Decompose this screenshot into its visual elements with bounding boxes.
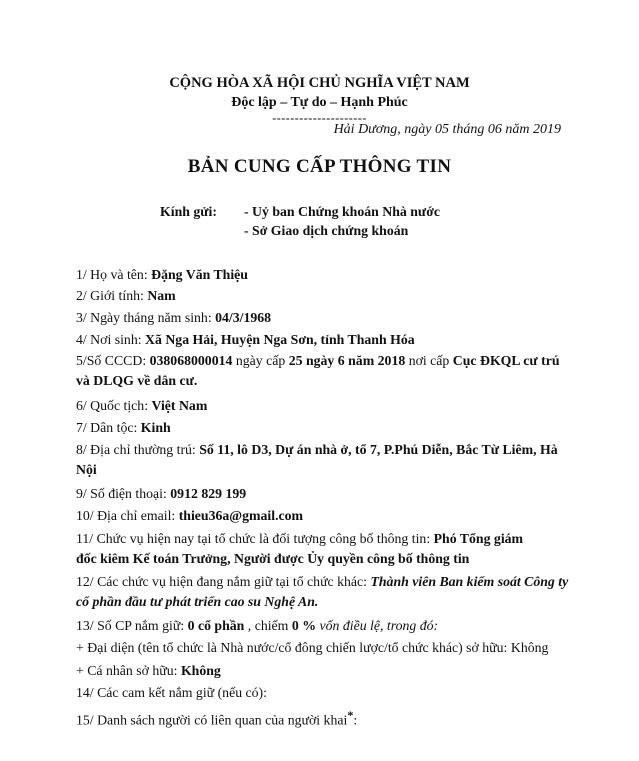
field-label: 7/ Dân tộc: xyxy=(76,420,141,435)
recipient-item: - Uỷ ban Chứng khoán Nhà nước xyxy=(244,204,440,219)
field-label: + Cá nhân sở hữu: xyxy=(76,663,181,678)
issue-label: ngày cấp xyxy=(232,353,289,368)
issuer-continued: và DLQG về dân cư. xyxy=(76,373,198,388)
field-label: 2/ Giới tính: xyxy=(76,288,148,303)
motto: Độc lập – Tự do – Hạnh Phúc xyxy=(231,95,408,110)
country-heading: CỘNG HÒA XÃ HỘI CHỦ NGHĨA VIỆT NAM xyxy=(169,75,470,91)
field-suffix: : xyxy=(353,712,358,728)
field-other-positions xyxy=(76,573,568,591)
field-individual xyxy=(76,662,221,680)
field-label: 15/ Danh sách người có liên quan của người khai xyxy=(76,712,348,728)
field-value: Không xyxy=(510,640,549,655)
field-label: 1/ Họ và tên: xyxy=(76,267,152,282)
field-dob xyxy=(76,309,271,327)
field-email xyxy=(76,507,303,525)
field-value: Kinh xyxy=(140,420,171,435)
field-current-position xyxy=(76,530,523,548)
field-name xyxy=(76,266,248,284)
field-value: Không xyxy=(180,663,221,678)
field-label: 8/ Địa chỉ thường trú: xyxy=(76,442,200,457)
header-separator: --------------------- xyxy=(272,111,367,125)
current-position-continued: đốc kiêm Kế toán Trưởng, Người được Ủy quyền công bố thông tin xyxy=(76,551,470,566)
field-phone xyxy=(76,485,246,503)
field-value: 0912 829 199 xyxy=(170,486,247,501)
field-value: Số 11, lô D3, Dự án nhà ở, tổ 7, P.Phú Diễn, Bắc Từ Liêm, Hà xyxy=(199,442,558,457)
field-value: thieu36a@gmail.com xyxy=(178,508,304,523)
document-title: BẢN CUNG CẤP THÔNG TIN xyxy=(187,156,452,177)
field-value: 04/3/1968 xyxy=(215,310,272,325)
field-value: Thành viên Ban kiểm soát Công ty xyxy=(370,574,569,589)
field-value: Việt Nam xyxy=(151,398,208,413)
field-related xyxy=(76,706,357,730)
field-label: 6/ Quốc tịch: xyxy=(76,398,152,413)
field-label: 9/ Số điện thoại: xyxy=(76,486,171,501)
field-represent xyxy=(76,639,548,657)
asterisk-mark: * xyxy=(347,708,354,722)
other-positions-continued: cổ phần đầu tư phát triển cao su Nghệ An. xyxy=(76,594,319,609)
issue-date: 25 ngày 6 năm 2018 xyxy=(288,353,406,368)
field-label: 12/ Các chức vụ hiện đang nắm giữ tại tổ chức khác: xyxy=(76,574,371,589)
field-label: + Đại diện (tên tổ chức là Nhà nước/cổ đông chiến lược/tổ chức khác) sở hữu: xyxy=(76,640,511,655)
field-label: 10/ Địa chỉ email: xyxy=(76,508,179,523)
ratio-label: , chiếm xyxy=(244,618,292,633)
address-continued: Nội xyxy=(76,462,97,477)
field-birthplace xyxy=(76,331,415,349)
field-value: Đặng Văn Thiệu xyxy=(151,267,248,282)
field-value: Phó Tổng giám xyxy=(433,531,524,546)
field-id xyxy=(76,352,560,370)
field-ethnicity xyxy=(76,419,171,437)
recipients-label: Kính gửi: xyxy=(160,204,217,219)
field-value: Xã Nga Hải, Huyện Nga Sơn, tỉnh Thanh Hóa xyxy=(145,332,415,347)
field-nationality xyxy=(76,397,207,415)
id-number: 038068000014 xyxy=(149,353,233,368)
field-value: Nam xyxy=(147,288,176,303)
field-shares xyxy=(76,617,438,635)
field-label: 13/ Số CP nắm giữ: xyxy=(76,618,188,633)
field-label: 11/ Chức vụ hiện nay tại tổ chức là đối tượng công bố thông tin: xyxy=(76,531,434,546)
field-address xyxy=(76,441,558,459)
issuer-label: nơi cấp xyxy=(405,353,453,368)
field-label: 3/ Ngày tháng năm sinh: xyxy=(76,310,216,325)
shares-value: 0 cổ phần xyxy=(187,618,245,633)
issuer: Cục ĐKQL cư trú xyxy=(452,353,560,368)
recipient-item: - Sở Giao dịch chứng khoán xyxy=(244,223,409,238)
field-label: 4/ Nơi sinh: xyxy=(76,332,146,347)
field-commitments: 14/ Các cam kết nắm giữ (nếu có): xyxy=(76,685,267,700)
ratio-suffix: vốn điều lệ, trong đó: xyxy=(316,618,439,633)
place-date: Hải Dương, ngày 05 tháng 06 năm 2019 xyxy=(333,122,561,137)
field-gender xyxy=(76,287,176,305)
ratio-value: 0 % xyxy=(291,618,317,633)
field-label: 5/Số CCCD: xyxy=(76,353,150,368)
